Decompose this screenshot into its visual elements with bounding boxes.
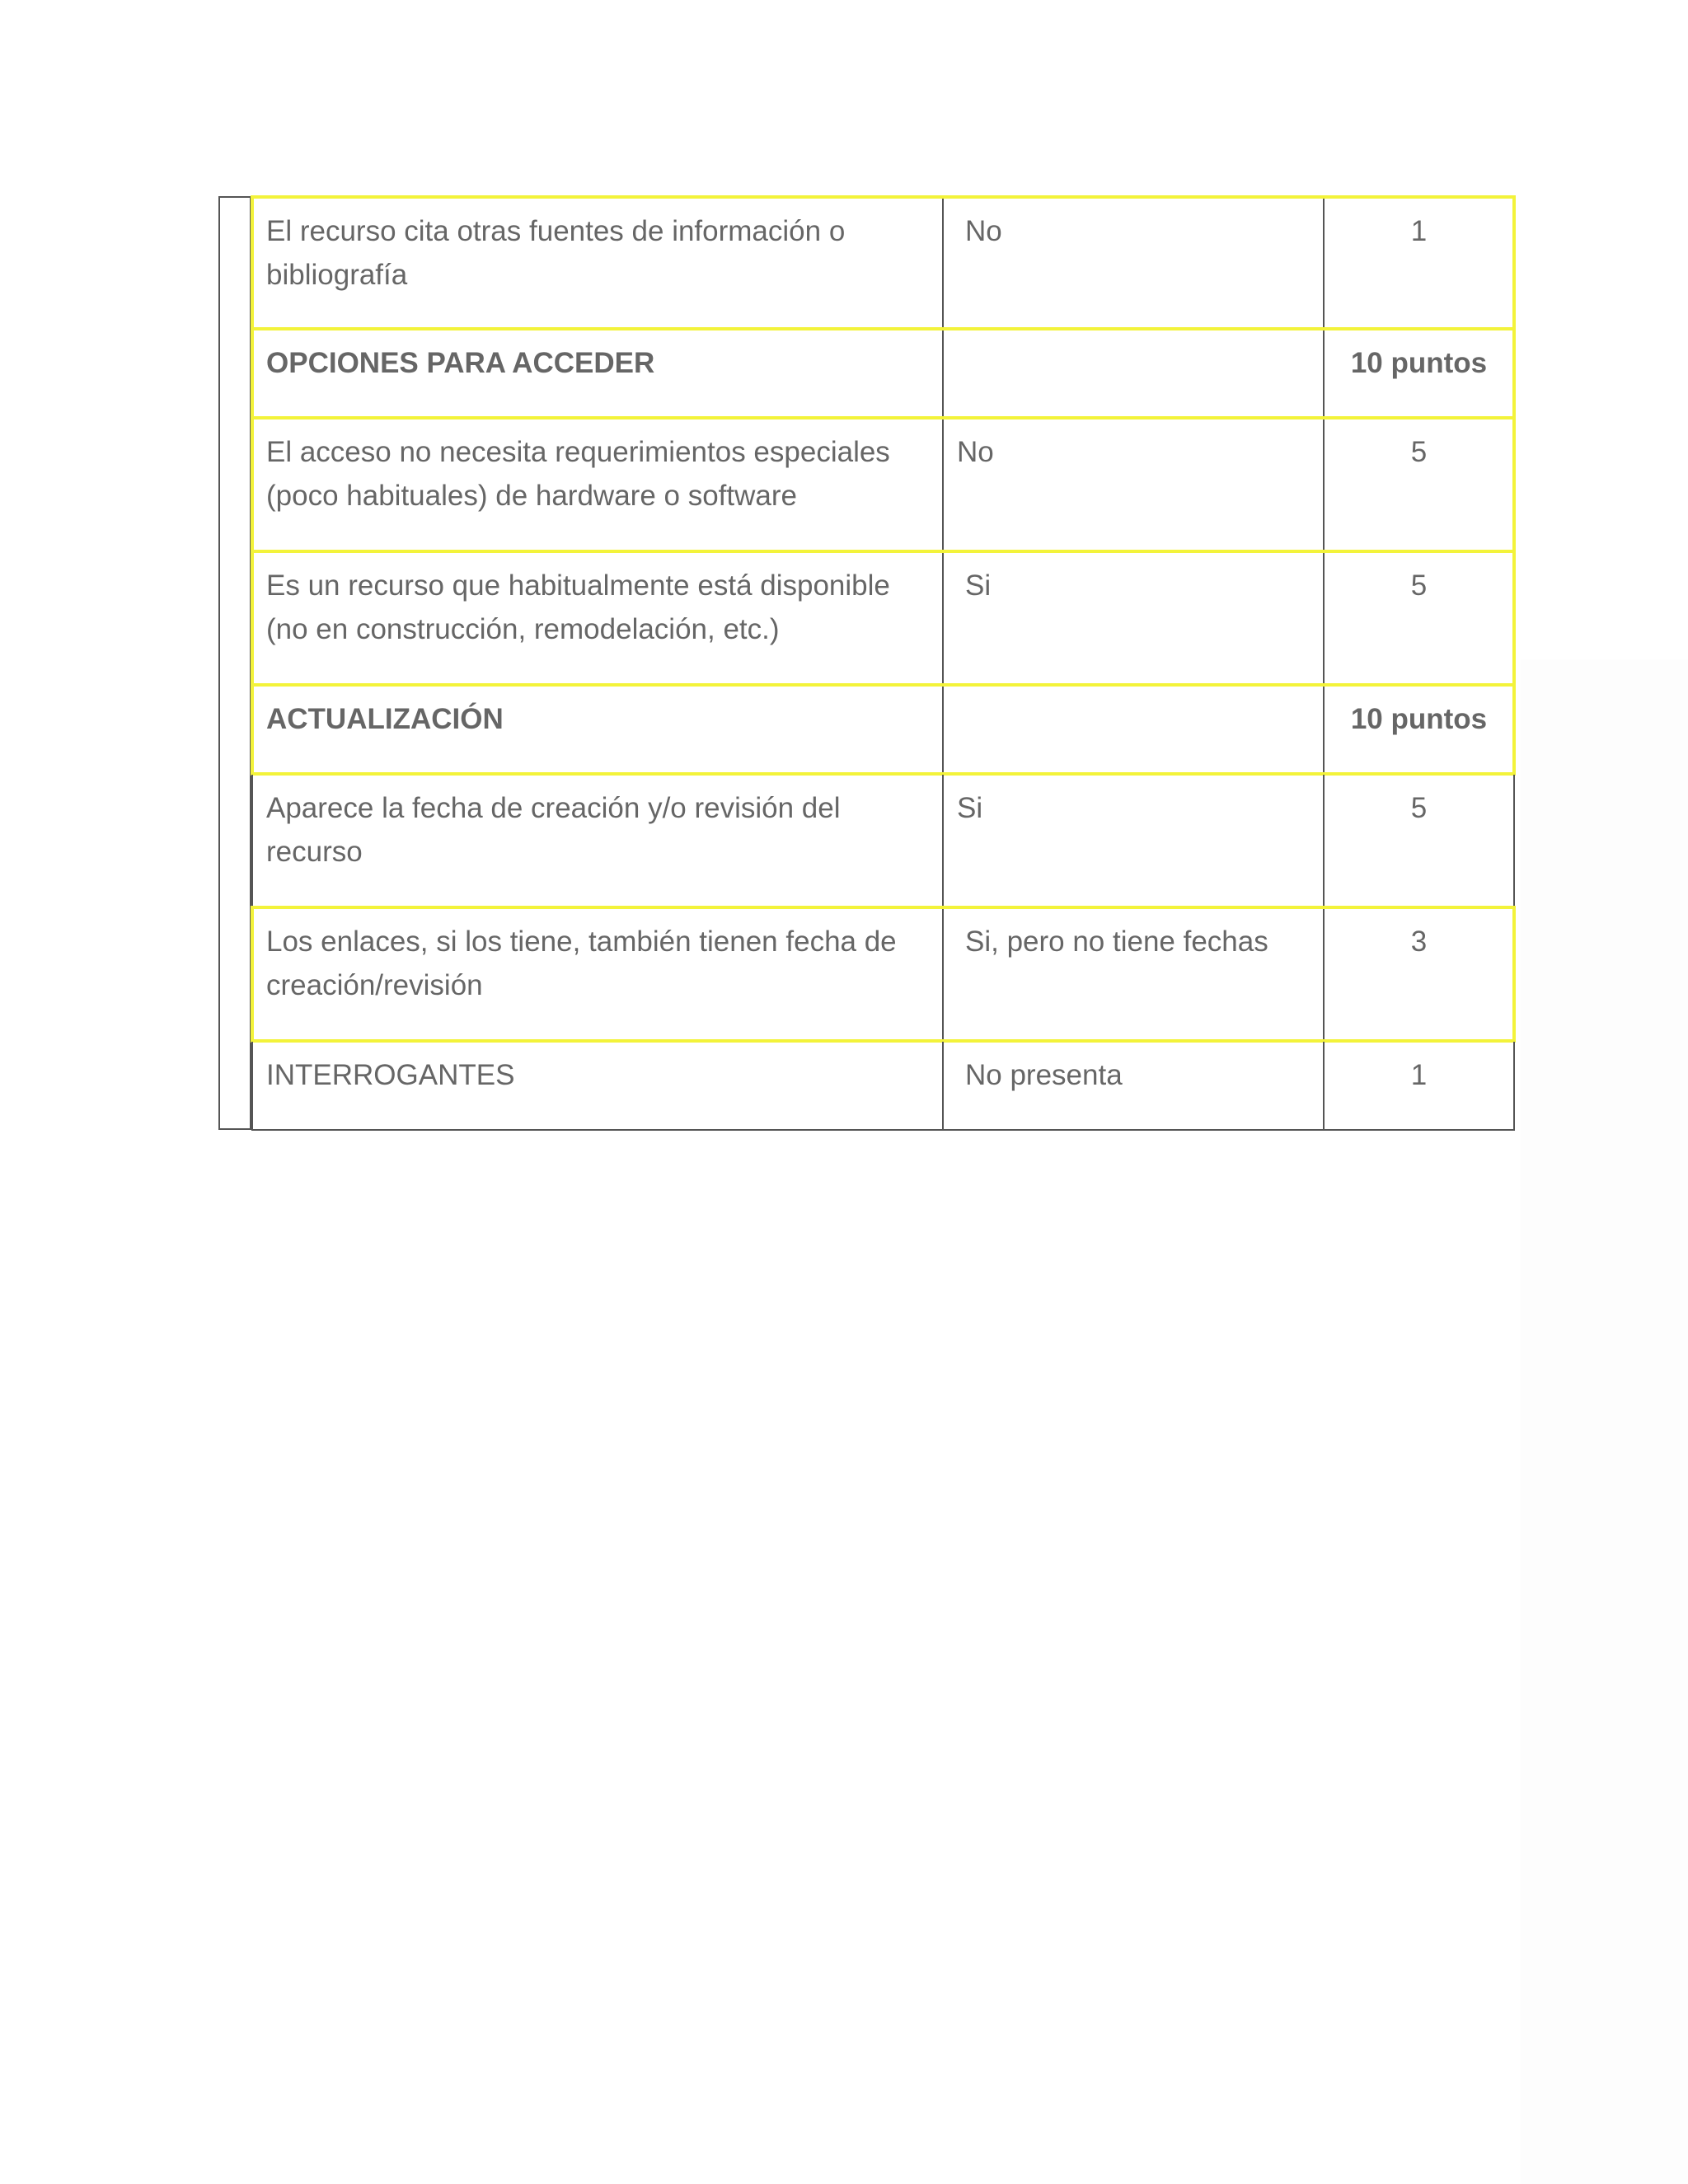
points-cell: 1 — [1410, 1059, 1428, 1091]
section-points: 10 puntos — [1350, 703, 1488, 735]
points-cell: 1 — [1410, 215, 1428, 247]
criterion-cell: Es un recurso que habitualmente está disponible (no en construcción, remodelación, etc.) — [253, 552, 944, 684]
points-cell: 5 — [1410, 792, 1428, 824]
table-row — [251, 908, 1515, 1042]
page-shade — [1521, 659, 1688, 2184]
criterion-cell: Aparece la fecha de creación y/o revisión del recurso — [253, 775, 944, 907]
section-title: OPCIONES PARA ACCEDER — [253, 330, 944, 417]
section-header-row — [251, 686, 1515, 775]
section-header-row — [251, 330, 1515, 419]
points-cell: 5 — [1410, 436, 1428, 468]
table-row — [251, 1042, 1515, 1131]
section-points: 10 puntos — [1350, 347, 1488, 379]
rubric-table — [251, 196, 1515, 1131]
response-cell — [944, 330, 1325, 417]
criterion-cell: El recurso cita otras fuentes de información o bibliografía — [253, 198, 944, 328]
response-cell — [944, 686, 1325, 773]
criterion-cell: Los enlaces, si los tiene, también tienen fecha de creación/revisión — [253, 908, 944, 1040]
response-cell: Si — [944, 552, 1325, 684]
points-cell: 3 — [1410, 926, 1428, 958]
section-title: ACTUALIZACIÓN — [253, 686, 944, 773]
table-row — [251, 196, 1515, 330]
table-left-strip — [218, 196, 251, 1130]
response-cell: Si, pero no tiene fechas — [944, 908, 1325, 1040]
response-cell: No presenta — [944, 1042, 1325, 1129]
table-row — [251, 775, 1515, 908]
table-row — [251, 552, 1515, 686]
criterion-cell: El acceso no necesita requerimientos especiales (poco habituales) de hardware o software — [253, 419, 944, 551]
response-cell: Si — [944, 775, 1325, 907]
points-cell: 5 — [1410, 569, 1428, 602]
response-cell: No — [944, 198, 1325, 328]
response-cell: No — [944, 419, 1325, 551]
table-row — [251, 419, 1515, 552]
criterion-cell: INTERROGANTES — [253, 1042, 944, 1129]
